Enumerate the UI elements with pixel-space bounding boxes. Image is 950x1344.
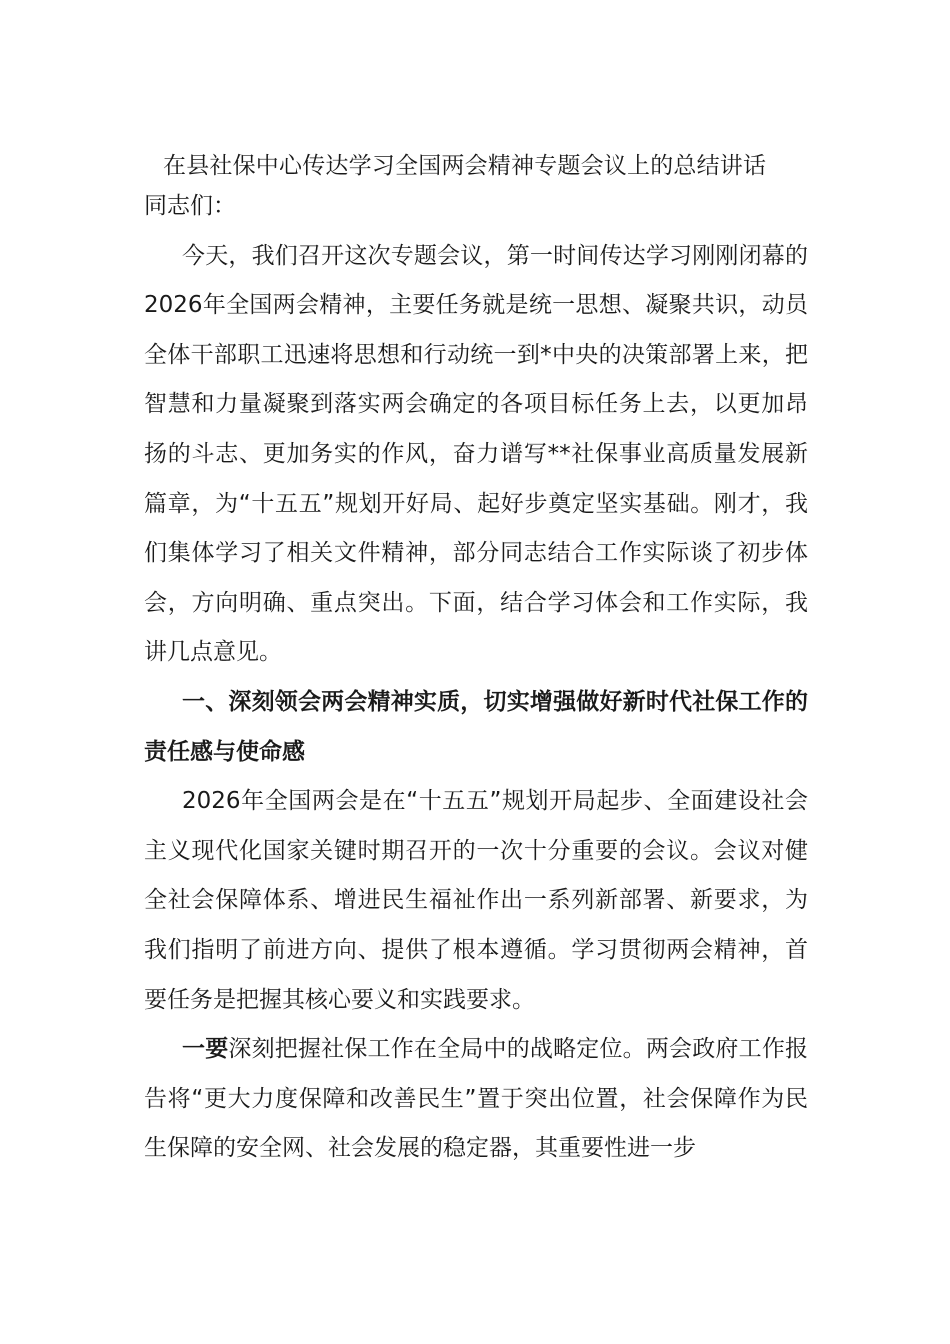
salutation: 同志们：: [144, 193, 236, 219]
section-heading-1: 一、深刻领会两会精神实质，切实增强做好新时代社保工作的责任感与使命感: [144, 688, 808, 765]
document-title: 在县社保中心传达学习全国两会精神专题会议上的总结讲话: [163, 153, 767, 179]
document-body: [144, 182, 808, 1174]
point-body: 深刻把握社保工作在全局中的战略定位。两会政府工作报告将“更大力度保障和改善民生”置于突出位置，社会保障作为民生保障的安全网、社会发展的稳定器，其重要性进一步: [144, 1036, 809, 1162]
paragraph-point-1: [144, 1025, 808, 1174]
paragraph-intro: 今天，我们召开这次专题会议，第一时间传达学习刚刚闭幕的2026年全国两会精神，主要任务就是统一思想、凝聚共识，动员全体干部职工迅速将思想和行动统一到*中央的决策部署上来，把智慧和力量凝聚到落实两会确定的各项目标任务上去，以更加昂扬的斗志、更加务实的作风，奋力谱写**社保事业高质量发展新篇章，为“十五五”规划开好局、起好步奠定坚实基础。刚才，我们集体学习了相关文件精神，部分同志结合工作实际谈了初步体会，方向明确、重点突出。下面，结合学习体会和工作实际，我讲几点意见。: [144, 242, 808, 666]
paragraph-section-1: 2026年全国两会是在“十五五”规划开局起步、全面建设社会主义现代化国家关键时期召开的一次十分重要的会议。会议对健全社会保障体系、增进民生福祉作出一系列新部署、新要求，为我们指明了前进方向、提供了根本遵循。学习贯彻两会精神，首要任务是把握其核心要义和实践要求。: [144, 788, 808, 1013]
point-lead: 一要: [182, 1036, 229, 1063]
